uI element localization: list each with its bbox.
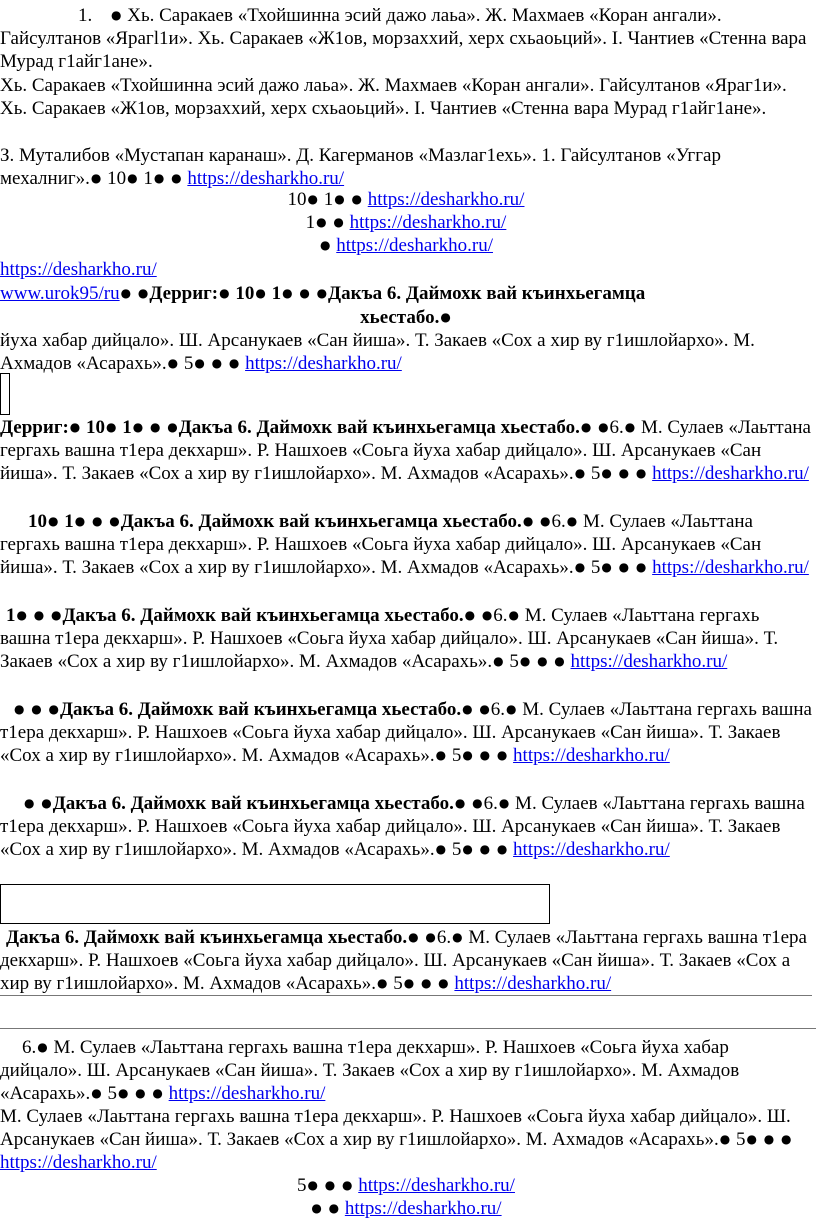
- bullet-icon: ●: [120, 286, 132, 300]
- bullet-icon: ●: [493, 654, 504, 668]
- bullet-icon: ●: [342, 1178, 353, 1192]
- bullet-icon: ●: [328, 1201, 340, 1215]
- bullet-icon: ●: [255, 286, 266, 300]
- bullet-icon: ●: [601, 560, 612, 574]
- bullet-icon: ●: [454, 796, 466, 810]
- centered-line: 10● 1● ● https://desharkho.ru/: [287, 189, 525, 210]
- desharkho-link[interactable]: https://desharkho.ru/: [652, 463, 809, 484]
- divider: [0, 1028, 816, 1029]
- bullet-icon: ●: [14, 702, 25, 716]
- bullet-icon: ●: [462, 702, 473, 716]
- bullet-icon: ●: [438, 976, 449, 990]
- desharkho-link[interactable]: https://desharkho.ru/: [358, 1175, 515, 1196]
- bullet-icon: ●: [219, 286, 230, 300]
- bullet-icon: ●: [109, 514, 120, 528]
- bullet-icon: ●: [24, 796, 35, 810]
- paragraph-3: З. Муталибов «Мустапан каранаш». Д. Кагерманов «Мазлаг1ехь». 1. Гайсултанов «Уггар мехалниг».● 10● 1● ● https://desharkho.ru/: [0, 145, 721, 189]
- bullet-icon: ●: [135, 1086, 146, 1100]
- desharkho-link[interactable]: https://desharkho.ru/: [168, 1083, 326, 1104]
- section-title: Дакъа 6. Даймохк вай къинхьегамца хьестабо.: [52, 793, 454, 814]
- block-six: 6.● М. Сулаев «Лаьттана гергахь вашна т1ера декхарш». Р. Нашхоев «Соьга йуха хабар дийцало». Ш. Арсанукаев «Сан йиша». Т. Закаев «Сох а хир ву г1ишлойархо». М. Ахмадов «Асарахь».● 5● ● ● https://desharkho.ru/: [0, 1037, 740, 1104]
- bullet-icon: ●: [111, 8, 122, 22]
- block-dakha: Дакъа 6. Даймохк вай къинхьегамца хьестабо.● ●6.● М. Сулаев «Лаьттана гергахь вашна т1ера декхарш». Р. Нашхоев «Соьга йуха хабар дийцало». Ш. Арсанукаев «Сан йиша». Т. Закаев «Сох а хир ву г1ишлойархо». М. Ахмадов «Асарахь».● 5● ● ● https://desharkho.ru/: [0, 927, 807, 994]
- bullet-icon: ●: [132, 420, 144, 434]
- bullet-icon: ●: [171, 171, 182, 185]
- bullet-icon: ●: [403, 976, 415, 990]
- bullet-icon: ●: [780, 1132, 792, 1146]
- bullet-icon: ●: [282, 286, 293, 300]
- bullet-icon: ●: [498, 796, 510, 810]
- empty-frame-box: [0, 373, 10, 415]
- bullet-icon: ●: [506, 702, 517, 716]
- paragraph-2: Хь. Саракаев «Тхойшинна эсий дажо лаьа». Ж. Махмаев «Коран ангали». Гайсултанов «Яраг1и». Хь. Саракаев «Ж1ов, морзаххий, херх схьаоьций». I. Чантиев «Стенна вара Мурад г1айг1ане».: [0, 75, 787, 119]
- bullet-icon: ●: [299, 286, 310, 300]
- bullet-icon: ●: [479, 748, 491, 762]
- urok-line: www.urok95/ru● ●Дерриг:● 10● 1● ● ●Дакъа 6. Даймохк вай къинхьегамца: [0, 283, 646, 304]
- bullet-icon: ●: [452, 930, 463, 944]
- title-wrap-line: хьестабо.●: [360, 307, 451, 328]
- tail-paragraph: йуха хабар дийцало». Ш. Арсанукаев «Сан йиша». Т. Закаев «Сох а хир ву г1ишлойархо». М. Ахмадов «Асарахь».● 5● ● ● https://desharkho.ru/: [0, 330, 755, 374]
- section-title: Дакъа 6. Даймохк вай къинхьегамца хьестабо.: [6, 927, 408, 948]
- block-dergig: Дерриг:● 10● 1● ● ●Дакъа 6. Даймохк вай къинхьегамца хьестабо.● ●6.● М. Сулаев «Лаьттана гергахь вашна т1ера декхарш». Р. Нашхоев «Соьга йуха хабар дийцало». Ш. Арсанукаев «Сан йиша». Т. Закаев «Сох а хир ву г1ишлойархо». М. Ахмадов «Асарахь».● 5● ● ● https://desharkho.ru/: [0, 417, 811, 484]
- bullet-icon: ●: [425, 930, 436, 944]
- bullet-icon: ●: [376, 976, 388, 990]
- bullet-icon: ●: [351, 192, 362, 206]
- bullet-icon: ●: [211, 356, 223, 370]
- centered-line: [0, 234, 812, 257]
- bullet-icon: ●: [719, 1132, 731, 1146]
- bullet-icon: ●: [307, 192, 319, 206]
- bullet-icon: ●: [74, 514, 86, 528]
- bullet-icon: ●: [574, 560, 586, 574]
- section-title: Дакъа 6. Даймохк вай къинхьегамца хьестабо.: [178, 417, 580, 438]
- section-title: Дакъа 6. Даймохк вай къинхьегамца хьестабо.: [120, 511, 522, 532]
- bullet-icon: ●: [167, 356, 179, 370]
- bullet-icon: ●: [316, 286, 328, 300]
- desharkho-link[interactable]: https://desharkho.ru/: [513, 745, 670, 766]
- desharkho-link[interactable]: https://desharkho.ru/: [454, 973, 612, 994]
- desharkho-link[interactable]: https://desharkho.ru/: [245, 353, 402, 374]
- bullet-icon: ●: [522, 514, 534, 528]
- bullet-icon: ●: [127, 171, 138, 185]
- bullet-icon: ●: [33, 608, 45, 622]
- bullet-icon: ●: [117, 1086, 129, 1100]
- desharkho-link[interactable]: https://desharkho.ru/: [0, 259, 157, 280]
- bullet-icon: ●: [167, 420, 178, 434]
- centered-line: 1● ● https://desharkho.ru/: [305, 212, 507, 233]
- bullet-icon: ●: [462, 842, 473, 856]
- bullet-icon: ●: [311, 1201, 322, 1215]
- bullet-icon: ●: [496, 748, 508, 762]
- bullet-icon: ●: [635, 560, 647, 574]
- bullet-icon: ●: [481, 608, 493, 622]
- bullet-icon: ●: [41, 796, 52, 810]
- bullet-icon: ●: [746, 1132, 757, 1146]
- bullet-icon: ●: [320, 238, 331, 252]
- bullet-icon: ●: [333, 215, 344, 229]
- bullet-icon: ●: [624, 420, 636, 434]
- bullet-icon: ●: [574, 466, 586, 480]
- bullet-icon: ●: [519, 654, 531, 668]
- bullet-icon: ●: [598, 420, 609, 434]
- bullet-icon: ●: [69, 420, 81, 434]
- bullet-icon: ●: [601, 466, 612, 480]
- centered-line: [0, 1197, 812, 1220]
- block-dots-2: ● ●Дакъа 6. Даймохк вай къинхьегамца хьестабо.● ●6.● М. Сулаев «Лаьттана гергахь вашна т1ера декхарш». Р. Нашхоев «Соьга йуха хабар дийцало». Ш. Арсанукаев «Сан йиша». Т. Закаев «Сох а хир ву г1ишлойархо». М. Ахмадов «Асарахь».● 5● ● ● https://desharkho.ru/: [0, 793, 805, 860]
- desharkho-link[interactable]: https://desharkho.ru/: [367, 189, 525, 210]
- section-title: Дакъа 6. Даймохк вай къинхьегамца: [328, 283, 646, 304]
- bullet-icon: ●: [152, 1086, 163, 1100]
- bullet-icon: ●: [37, 1040, 48, 1054]
- bullet-icon: ●: [635, 466, 647, 480]
- block-dots-3: ● ● ●Дакъа 6. Даймохк вай къинхьегамца хьестабо.● ●6.● М. Сулаев «Лаьттана гергахь вашна т1ера декхарш». Р. Нашхоев «Соьга йуха хабар дийцало». Ш. Арсанукаев «Сан йиша». Т. Закаев «Сох а хир ву г1ишлойархо». М. Ахмадов «Асарахь».● 5● ● ● https://desharkho.ru/: [0, 699, 812, 766]
- bullet-icon: ●: [48, 702, 59, 716]
- bullet-icon: ●: [554, 654, 565, 668]
- desharkho-link[interactable]: https://desharkho.ru/: [570, 651, 728, 672]
- divider: [0, 995, 812, 996]
- bullet-icon: ●: [408, 930, 419, 944]
- desharkho-link[interactable]: https://desharkho.ru/: [0, 1152, 157, 1173]
- desharkho-link[interactable]: https://desharkho.ru/: [652, 557, 809, 578]
- bullet-icon: ●: [50, 608, 62, 622]
- centered-line: 5● ● ● https://desharkho.ru/: [297, 1175, 515, 1196]
- desharkho-link[interactable]: https://desharkho.ru/: [513, 839, 670, 860]
- bullet-icon: ●: [763, 1132, 775, 1146]
- bullet-icon: ●: [48, 514, 59, 528]
- bullet-icon: ●: [420, 976, 432, 990]
- bullet-icon: ●: [307, 1178, 319, 1192]
- bullet-icon: ●: [153, 171, 165, 185]
- bullet-icon: ●: [137, 286, 149, 300]
- section-title: Дакъа 6. Даймохк вай къинхьегамца хьестабо.: [62, 605, 464, 626]
- bullet-icon: ●: [435, 748, 447, 762]
- bullet-icon: ●: [91, 514, 103, 528]
- bullet-icon: ●: [479, 702, 490, 716]
- bullet-icon: ●: [618, 466, 630, 480]
- bullet-icon: ●: [540, 514, 551, 528]
- desharkho-link[interactable]: https://desharkho.ru/: [349, 212, 507, 233]
- section-title: Дакъа 6. Даймохк вай къинхьегамца хьестабо.: [59, 699, 462, 720]
- urok-link[interactable]: www.urok95/ru: [0, 283, 120, 304]
- bullet-icon: ●: [106, 420, 117, 434]
- bullet-icon: ●: [90, 171, 102, 185]
- bullet-icon: ●: [435, 842, 447, 856]
- bullet-icon: ●: [472, 796, 483, 810]
- bullet-icon: ●: [440, 310, 451, 324]
- bullet-icon: ●: [566, 514, 578, 528]
- desharkho-link[interactable]: https://desharkho.ru/: [187, 168, 345, 189]
- desharkho-link[interactable]: https://desharkho.ru/: [344, 1198, 502, 1219]
- bullet-icon: ●: [508, 608, 520, 622]
- bullet-icon: ●: [464, 608, 476, 622]
- block-1: 1● ● ●Дакъа 6. Даймохк вай къинхьегамца хьестабо.● ●6.● М. Сулаев «Лаьттана гергахь вашна т1ера декхарш». Р. Нашхоев «Соьга йуха хабар дийцало». Ш. Арсанукаев «Сан йиша». Т. Закаев «Сох а хир ву г1ишлойархо». М. Ахмадов «Асарахь».● 5● ● ● https://desharkho.ru/: [0, 605, 779, 672]
- paragraph-1: 1. ● Хь. Саракаев «Тхойшинна эсий дажо лаьа». Ж. Махмаев «Коран ангали». Гайсултанов «Ярагl1и». Хь. Саракаев «Ж1ов, морзаххий, херх схьаоьций». I. Чантиев «Стенна вара Мурад г1айг1ане».: [0, 5, 807, 72]
- empty-frame-box: [0, 884, 550, 924]
- bullet-icon: ●: [462, 748, 473, 762]
- desharkho-link[interactable]: https://desharkho.ru/: [336, 235, 493, 256]
- bullet-icon: ●: [31, 702, 42, 716]
- block-sulaev: М. Сулаев «Лаьттана гергахь вашна т1ера декхарш». Р. Нашхоев «Соьга йуха хабар дийцало». Ш. Арсанукаев «Сан йиша». Т. Закаев «Сох а хир ву г1ишлойархо». М. Ахмадов «Асарахь».● 5● ● ● https://desharkho.ru/: [0, 1106, 792, 1173]
- bullet-icon: ●: [149, 420, 161, 434]
- bullet-icon: ●: [537, 654, 548, 668]
- standalone-link-line: [0, 258, 812, 281]
- bullet-icon: ●: [479, 842, 491, 856]
- bullet-icon: ●: [16, 608, 27, 622]
- bullet-icon: ●: [496, 842, 508, 856]
- block-10: 10● 1● ● ●Дакъа 6. Даймохк вай къинхьегамца хьестабо.● ●6.● М. Сулаев «Лаьттана гергахь вашна т1ера декхарш». Р. Нашхоев «Соьга йуха хабар дийцало». Ш. Арсанукаев «Сан йиша». Т. Закаев «Сох а хир ву г1ишлойархо». М. Ахмадов «Асарахь».● 5● ● ● https://desharkho.ru/: [0, 511, 809, 578]
- bullet-icon: ●: [228, 356, 240, 370]
- bullet-icon: ●: [194, 356, 205, 370]
- bullet-icon: ●: [316, 215, 327, 229]
- bullet-icon: ●: [324, 1178, 336, 1192]
- bullet-icon: ●: [580, 420, 592, 434]
- bullet-icon: ●: [618, 560, 630, 574]
- bullet-icon: ●: [334, 192, 345, 206]
- bullet-icon: ●: [91, 1086, 102, 1100]
